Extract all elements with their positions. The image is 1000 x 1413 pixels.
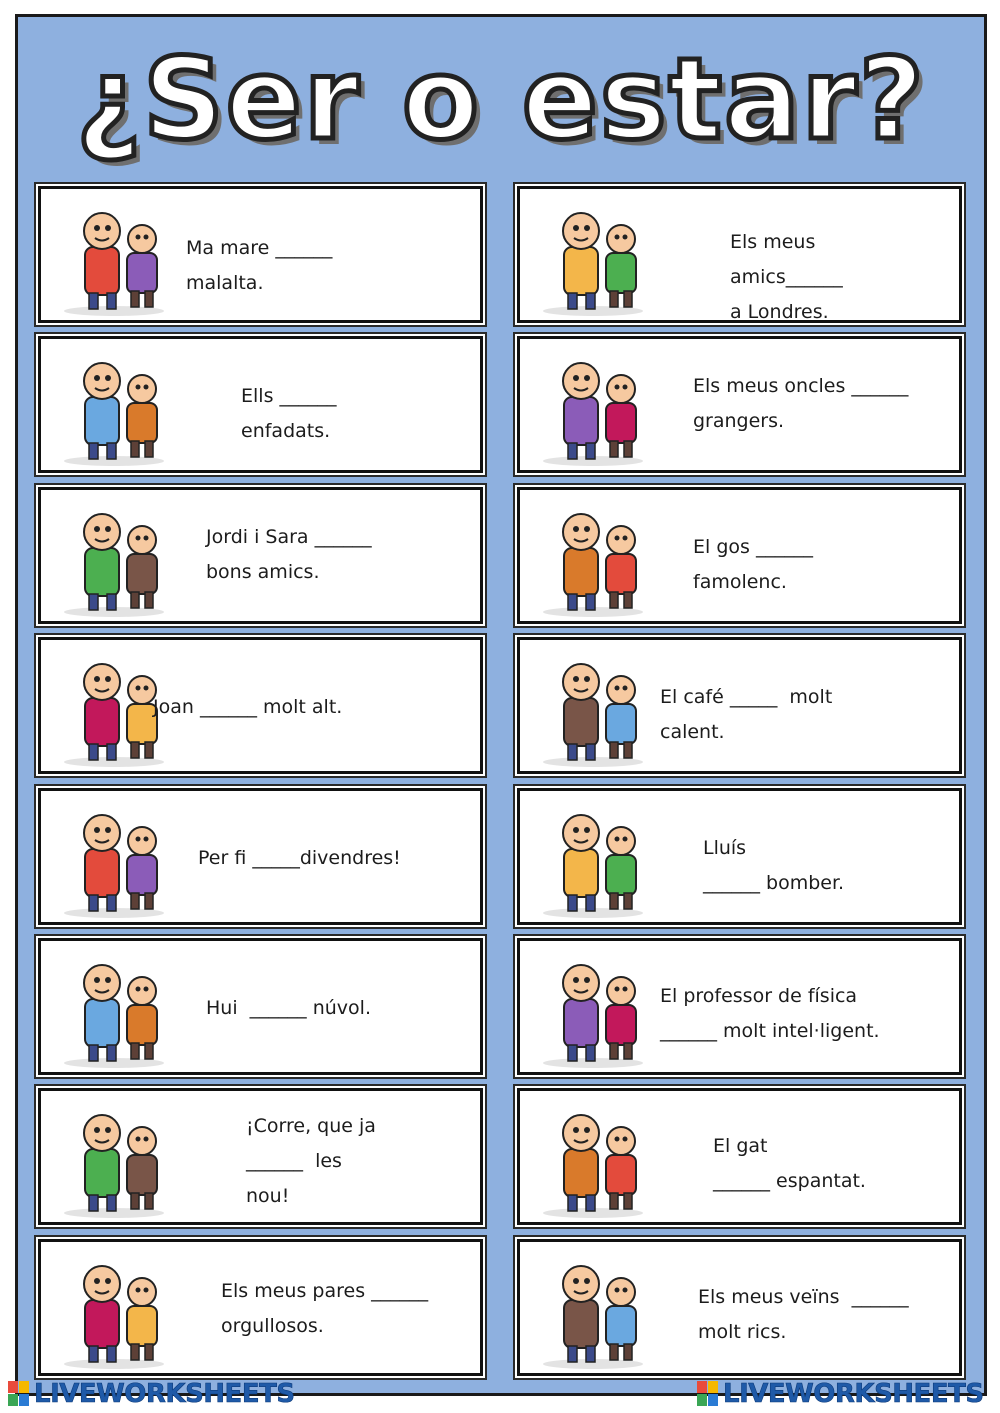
girl-sick-in-bed-icon: [47, 195, 181, 317]
exercise-sentence: [693, 530, 813, 600]
sentence-line: El gat: [713, 1135, 768, 1157]
sentence-line: orgullosos.: [221, 1315, 324, 1337]
scared-cat-mouse-icon: [526, 1097, 660, 1219]
sentence-line: enfadats.: [241, 420, 331, 442]
exercise-card: [517, 1239, 962, 1376]
sentence-line: nou!: [246, 1185, 290, 1207]
exercise-sentence: [221, 1274, 428, 1344]
farmers-with-cow-icon: [526, 345, 660, 467]
exercise-card: [38, 487, 483, 624]
sentence-line: Els meus oncles ______: [693, 375, 909, 397]
exercise-sentence: [730, 225, 843, 330]
sentence-line: Els meus pares ______: [221, 1280, 429, 1302]
liveworksheets-logo-icon: [697, 1381, 719, 1407]
sentence-line: calent.: [660, 721, 725, 743]
sentence-line: grangers.: [693, 410, 785, 432]
sentence-line: malalta.: [186, 272, 264, 294]
liveworksheets-logo-icon: [8, 1381, 30, 1407]
exercise-sentence: [206, 520, 372, 590]
exercise-card: [517, 1088, 962, 1225]
sentence-line: El gos ______: [693, 536, 813, 558]
sentence-line: El café _____ molt: [660, 686, 833, 708]
sentence-line: Joan ______ molt alt.: [153, 696, 343, 718]
sentence-line: Ells ______: [241, 385, 337, 407]
exercise-card: [38, 186, 483, 323]
sentence-line: molt rics.: [698, 1321, 787, 1343]
exercise-sentence: [713, 1129, 866, 1199]
sentence-line: ______ les: [246, 1150, 342, 1172]
sentence-line: Jordi i Sara ______: [206, 526, 372, 548]
exercise-sentence: [246, 1109, 376, 1214]
sentence-line: Hui ______ núvol.: [206, 997, 371, 1019]
sentence-line: Ma mare ______: [186, 237, 333, 259]
exercise-card: [38, 637, 483, 774]
sentence-line: Els meus: [730, 231, 816, 253]
rich-neighbours-money-icon: [526, 1248, 660, 1370]
exercise-sentence: [186, 231, 332, 301]
sentence-line: Per fi _____divendres!: [198, 847, 401, 869]
exercise-card: [38, 336, 483, 473]
footer-brand-left: [8, 1377, 295, 1411]
exercise-card: [38, 1088, 483, 1225]
sentence-line: Els meus veïns ______: [698, 1286, 909, 1308]
sentence-line: ¡Corre, que ja: [246, 1115, 376, 1137]
exercise-card: [517, 186, 962, 323]
running-late-clock-icon: [47, 1097, 181, 1219]
exercise-card: [517, 336, 962, 473]
exercise-sentence: [698, 1280, 909, 1350]
worksheet-title: ¿Ser o estar?: [76, 35, 926, 165]
exercise-card: [517, 938, 962, 1075]
exercise-sentence: [241, 379, 337, 449]
exercise-card: [38, 788, 483, 925]
exercise-sentence: [206, 991, 371, 1026]
hungry-dog-with-bowl-icon: [526, 496, 660, 618]
footer-brand-text-right: LIVEWORKSHEETS: [723, 1379, 984, 1409]
two-friends-icon: [47, 496, 181, 618]
arguing-couple-icon: [47, 345, 181, 467]
happy-woman-throwing-books-icon: [47, 797, 181, 919]
girl-under-cloud-icon: [47, 947, 181, 1069]
woman-hot-coffee-icon: [526, 646, 660, 768]
sentence-line: ______ bomber.: [703, 872, 845, 894]
exercise-card: [517, 637, 962, 774]
exercise-sentence: [693, 369, 908, 439]
sentence-line: El professor de física: [660, 985, 858, 1007]
footer-brand-right: [697, 1377, 984, 1411]
exercise-sentence: [198, 841, 401, 876]
exercise-sentence: [153, 690, 342, 725]
sentence-line: ______ espantat.: [713, 1170, 866, 1192]
professor-emc2-icon: [526, 947, 660, 1069]
friends-on-red-bus-icon: [526, 195, 660, 317]
sentence-line: bons amics.: [206, 561, 320, 583]
firefighter-icon: [526, 797, 660, 919]
exercise-card: [517, 487, 962, 624]
exercise-card: [38, 1239, 483, 1376]
exercise-sentence: [660, 979, 880, 1049]
exercise-card: [38, 938, 483, 1075]
sentence-line: amics______: [730, 266, 843, 288]
sentence-line: a Londres.: [730, 301, 829, 323]
sentence-line: ______ molt intel·ligent.: [660, 1020, 880, 1042]
exercise-sentence: [660, 680, 832, 750]
exercise-card: [517, 788, 962, 925]
exercise-sentence: [703, 831, 844, 901]
sentence-line: Lluís: [703, 837, 747, 859]
footer-brand-text-left: LIVEWORKSHEETS: [34, 1379, 295, 1409]
proud-parents-graduate-icon: [47, 1248, 181, 1370]
sentence-line: famolenc.: [693, 571, 787, 593]
